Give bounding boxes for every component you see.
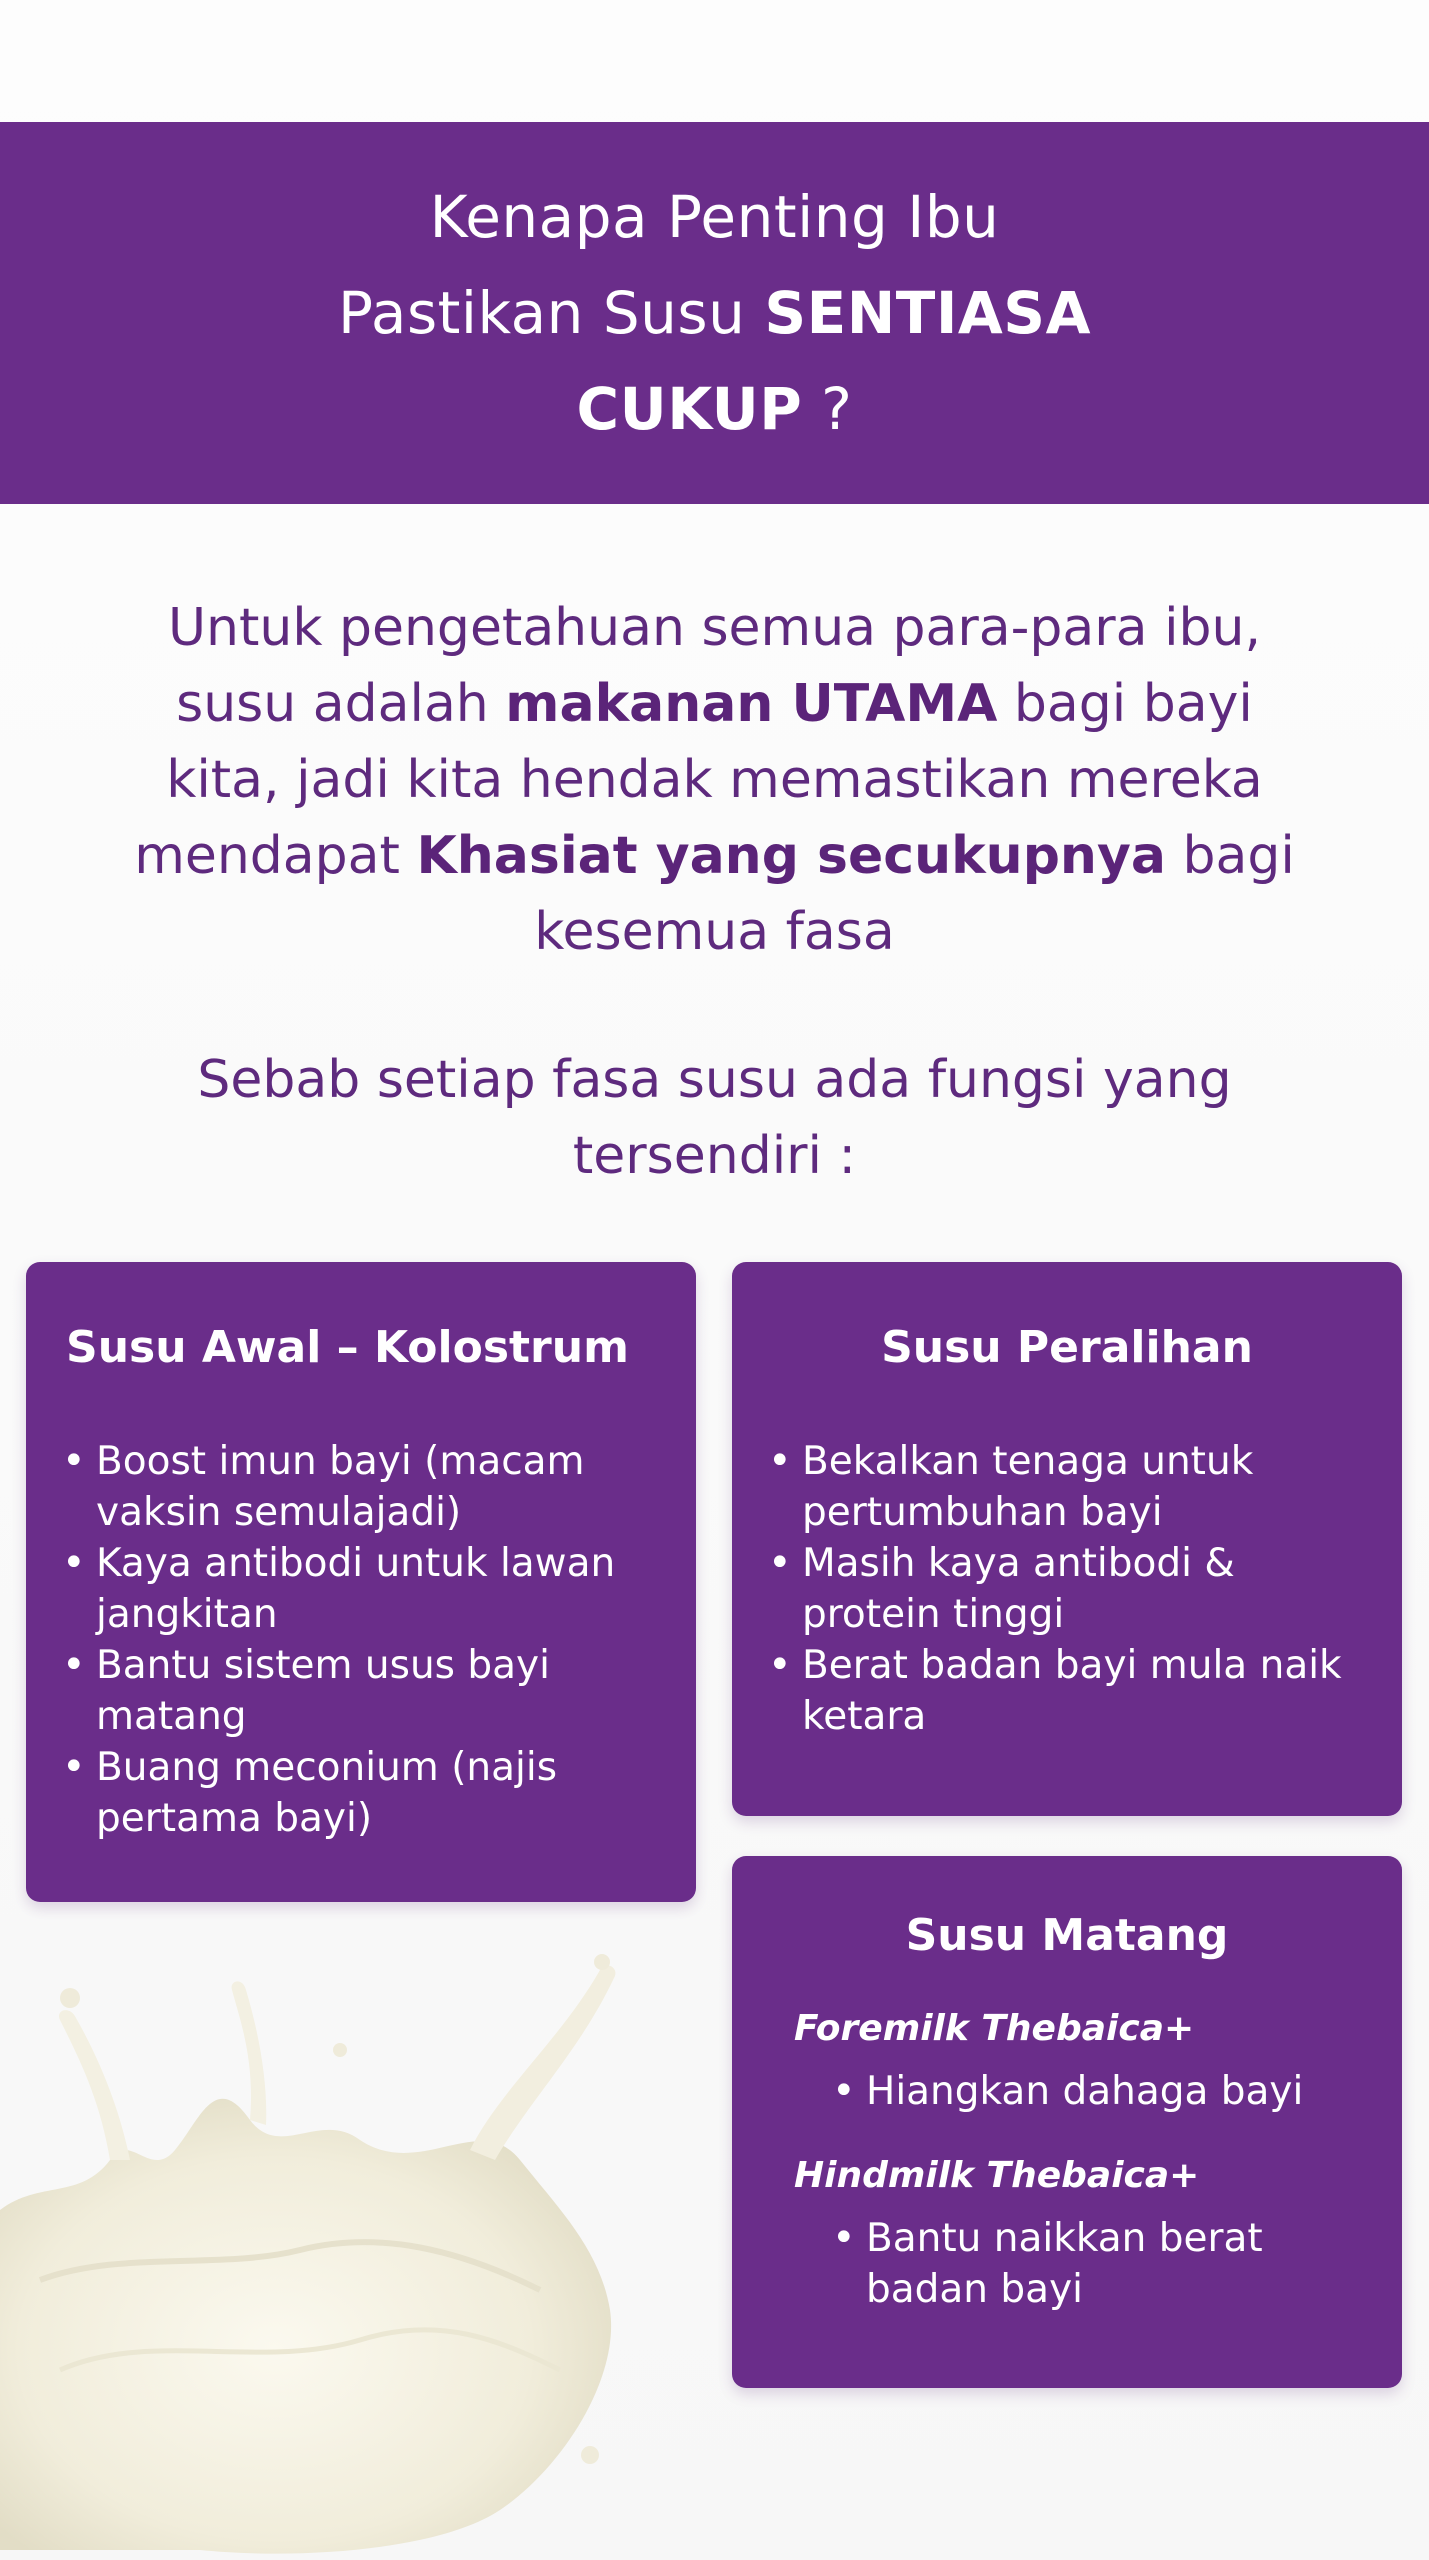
milk-splash-illustration [0, 1950, 640, 2560]
list-item: • Bantu naikkan berat badan bayi [866, 2213, 1362, 2315]
banner-line-3: CUKUP ? [576, 375, 853, 443]
card-title: Susu Awal – Kolostrum [66, 1322, 629, 1373]
list-item: • Kaya antibodi untuk lawan jangkitan [96, 1538, 656, 1640]
banner-line-2: Pastikan Susu SENTIASA [338, 279, 1091, 347]
banner-line-1: Kenapa Penting Ibu [429, 183, 1000, 251]
list-item: • Bekalkan tenaga untuk pertumbuhan bayi [802, 1436, 1362, 1538]
bullet-list [732, 1378, 1402, 1742]
hindmilk-heading: Hindmilk Thebaica+ [794, 2155, 1200, 2196]
list-item: • Boost imun bayi (macam vaksin semulajadi) [96, 1436, 656, 1538]
list-item: • Bantu sistem usus bayi matang [96, 1640, 656, 1742]
bullet-list [26, 1378, 696, 1844]
matang-body [732, 1966, 1402, 2315]
phase-intro-text: Sebab setiap fasa susu ada fungsi yang tersendiri : [197, 1050, 1232, 1186]
card-susu-awal [26, 1262, 696, 1902]
card-susu-matang [732, 1856, 1402, 2388]
list-item: • Hiangkan dahaga bayi [866, 2066, 1362, 2117]
foremilk-list [796, 2054, 1362, 2117]
header-banner [0, 122, 1429, 504]
hindmilk-list [796, 2201, 1362, 2315]
card-title: Susu Peralihan [881, 1322, 1253, 1373]
card-susu-peralihan [732, 1262, 1402, 1816]
list-item: • Berat badan bayi mula naik ketara [802, 1640, 1362, 1742]
foremilk-heading: Foremilk Thebaica+ [794, 2008, 1195, 2049]
list-item: • Masih kaya antibodi & protein tinggi [802, 1538, 1362, 1640]
list-item: • Buang meconium (najis pertama bayi) [96, 1742, 656, 1844]
intro-paragraph: Untuk pengetahuan semua para-para ibu, susu adalah makanan UTAMA bagi bayi kita, jadi kita hendak memastikan mereka mendapat Khasiat yang secukupnya bagi kesemua fasa [134, 598, 1295, 962]
card-title: Susu Matang [905, 1910, 1229, 1961]
